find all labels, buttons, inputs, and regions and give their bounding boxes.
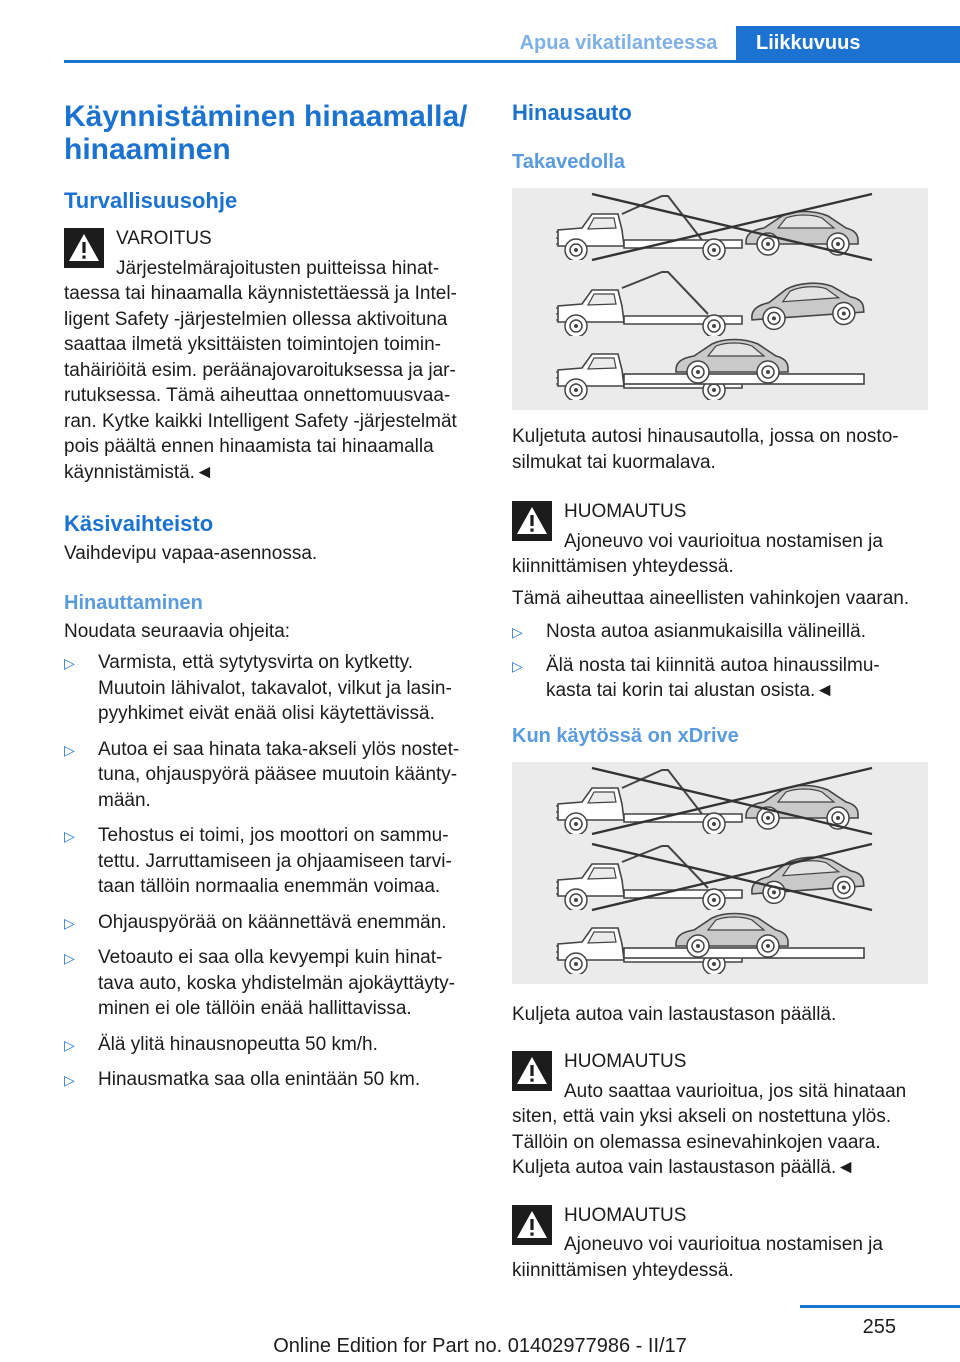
notice-label: HUOMAUTUS (564, 501, 687, 522)
bullet-icon: ▷ (64, 741, 75, 758)
rear-drive-towing-illustration (512, 188, 928, 410)
rear-drive-heading: Takavedolla (512, 151, 626, 173)
page-number: 255 (862, 1316, 896, 1338)
manual-transmission-heading: Käsivaihteisto (64, 511, 214, 536)
xdrive-heading: Kun käytössä on xDrive (512, 724, 739, 747)
towing-intro: Noudata seuraavia ohjeita: (64, 620, 291, 642)
notice-body: siten, että vain yksi akseli on nostettuna ylös. Tällöin on olemassa esinevahinkojen vaara. Kuljeta autoa vain lastaustason päällä.◄ (512, 1106, 892, 1178)
bullet-icon: ▷ (512, 657, 523, 674)
left-column (64, 100, 480, 1093)
notice-body: kiinnittämisen yhteydessä. (512, 556, 734, 577)
notice-first-line: Ajoneuvo voi vaurioitua nostamisen ja (564, 530, 883, 552)
notice-label: HUOMAUTUS (564, 1204, 687, 1226)
notice-first-line: Ajoneuvo voi vaurioitua nostamisen ja (564, 1234, 883, 1255)
warning-first-line: Järjestelmärajoitusten puitteissa hinat- (116, 257, 440, 279)
notice-block-2 (512, 1047, 928, 1181)
bullet-icon: ▷ (64, 950, 75, 966)
towing-heading: Hinauttaminen (64, 591, 203, 614)
page-title: Käynnistäminen hinaamalla/ hinaaminen (64, 100, 468, 166)
header-section-title: Apua vikatilanteessa (519, 32, 718, 54)
notice-consequence: Tämä aiheuttaa aineellisten vahinkojen vaaran. (512, 587, 910, 609)
bullet-icon: ▷ (64, 828, 75, 844)
warning-label: VAROITUS (116, 228, 212, 249)
notice-block-3 (512, 1201, 928, 1284)
bullet-icon: ▷ (64, 914, 75, 931)
list-item: ▷ Varmista, että sytytysvirta on kytketty. Muutoin lähivalot, takavalot, vilkut ja lasin- pyyhkimet eivät enää olisi käytettävissä. (64, 652, 452, 724)
notice-block-1 (512, 497, 928, 580)
list-item: ▷ Autoa ei saa hinata taka-akseli ylös nostet- tuna, ohjauspyörä pääsee muutoin käänty- mään. (64, 738, 460, 811)
right-column (512, 100, 928, 1283)
xdrive-caption: Kuljeta autoa vain lastaustason päällä. (512, 1003, 837, 1025)
bullet-icon: ▷ (512, 624, 523, 640)
header-chapter-tab: Liikkuvuus (736, 26, 960, 63)
xdrive-towing-illustration (512, 762, 928, 984)
warning-icon (512, 1051, 552, 1091)
bullet-icon: ▷ (64, 655, 75, 671)
tow-truck-heading: Hinausauto (512, 100, 632, 125)
towing-instructions-list (64, 650, 480, 1093)
list-item: ▷ Hinausmatka saa olla enintään 50 km. (64, 1067, 480, 1093)
list-item: ▷ Älä nosta tai kiinnitä autoa hinaussilmu- kasta tai korin tai alustan osista.◄ (512, 654, 880, 701)
manual-transmission-text: Vaihdevipu vapaa-asennossa. (64, 543, 318, 564)
warning-block (64, 224, 480, 485)
list-item: ▷ Ohjauspyörää on käännettävä enemmän. (64, 910, 480, 936)
list-item: ▷ Tehostus ei toimi, jos moottori on sammu- tettu. Jarruttamiseen ja ohjaamiseen tarvi- taan tällöin normaalia enemmän voimaa. (64, 825, 452, 897)
list-item: ▷ Vetoauto ei saa olla kevyempi kuin hinat- tava auto, koska yhdistelmän ajokäyttäyty- minen ei ole tällöin enää hallittavissa. (64, 947, 455, 1019)
lifting-instructions-list (512, 619, 928, 704)
footer-edition: Online Edition for Part no. 01402977986 - II/17 (273, 1335, 687, 1357)
list-item: ▷ Älä ylitä hinausnopeutta 50 km/h. (64, 1032, 480, 1058)
rear-drive-caption: Kuljetuta autosi hinausautolla, jossa on nosto- silmukat tai kuormalava. (512, 426, 899, 473)
safety-heading: Turvallisuusohje (64, 188, 238, 213)
bullet-icon: ▷ (64, 1036, 75, 1053)
notice-label: HUOMAUTUS (564, 1051, 687, 1072)
list-item: ▷ Nosta autoa asianmukaisilla välineillä. (512, 619, 928, 645)
warning-icon (64, 228, 104, 268)
warning-icon (512, 501, 552, 541)
bullet-icon: ▷ (64, 1072, 75, 1088)
notice-first-line: Auto saattaa vaurioitua, jos sitä hinataan (564, 1080, 907, 1102)
warning-body: taessa tai hinaamalla käynnistettäessä ja Intel- ligent Safety -järjestelmien ollessa aktivoituna saattaa ilmetä yksittäisten toimintojen toimin- tahäiriöitä esim. peräänajovaroituksessa ja jar- rutuksessa. Tämä aiheuttaa onnettomuusvaa- ran. Kytke kaikki Intelligent Safety -järjestelmät pois päältä ennen hinaamista tai hinaamalla käynnistämistä.◄ (64, 283, 457, 483)
footer-rule (800, 1305, 960, 1308)
header-rule (64, 60, 960, 63)
notice-body: kiinnittämisen yhteydessä. (512, 1259, 734, 1281)
warning-icon (512, 1205, 552, 1245)
